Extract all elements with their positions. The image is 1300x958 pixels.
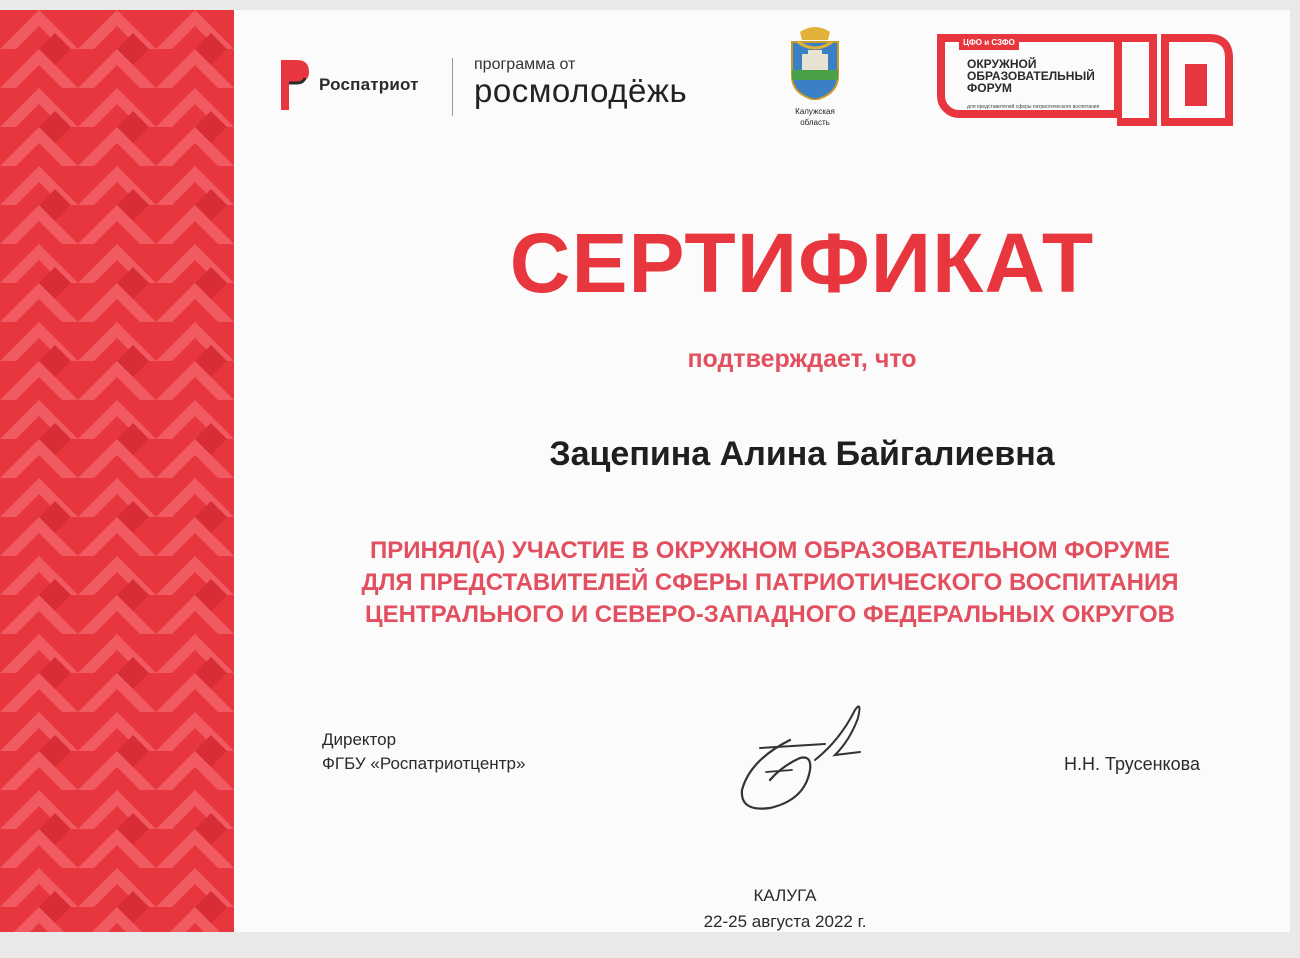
forum-title-line3: ФОРУМ [967,81,1012,95]
logo-divider [452,58,453,116]
region-caption-line2: область [800,118,830,127]
forum-title [967,58,1117,94]
forum-subtitle: для представителей сферы патриотического воспитания [967,104,1100,110]
certificate-footer [600,883,970,935]
coat-of-arms-icon [784,24,846,100]
participation-line: ДЛЯ ПРЕДСТАВИТЕЛЕЙ СФЕРЫ ПАТРИОТИЧЕСКОГО ВОСПИТАНИЯ [361,569,1179,596]
event-dates: 22-25 августа 2022 г. [703,912,867,931]
participation-line: ПРИНЯЛ(А) УЧАСТИЕ В ОКРУЖНОМ ОБРАЗОВАТЕЛЬНОМ ФОРУМЕ [369,537,1171,564]
certificate-title: СЕРТИФИКАТ [509,216,1095,310]
city: КАЛУГА [753,886,817,905]
forum-title-line2: ОБРАЗОВАТЕЛЬНЫЙ [967,69,1095,83]
confirms-text: подтверждает, что [687,345,917,373]
rosmolodezh-logo [474,56,687,110]
certificate-sheet [0,10,1290,932]
decorative-red-band [0,10,234,932]
program-owner: росмолодёжь [474,72,688,109]
signer-position [322,728,525,776]
handwritten-signature [730,700,880,820]
forum-title-line1: ОКРУЖНОЙ [967,57,1037,71]
participation-text [300,535,1240,631]
signer-name: Н.Н. Трусенкова [1063,754,1200,774]
program-prefix: программа от [474,56,576,73]
position-line1: Директор [322,730,397,749]
participation-line: ЦЕНТРАЛЬНОГО И СЕВЕРО-ЗАПАДНОГО ФЕДЕРАЛЬНЫХ ОКРУГОВ [365,601,1175,628]
forum-od-shape [1113,34,1233,126]
recipient-name: Зацепина Алина Байгалиевна [549,435,1055,473]
kaluga-crest [780,24,850,127]
forum-logo [937,34,1233,126]
position-line2: ФГБУ «Роспатриотцентр» [322,754,526,773]
chevron-pattern [0,10,234,932]
forum-tag: ЦФО и СЗФО [959,36,1019,50]
rospatriot-mark-icon [275,56,317,114]
rospatriot-logo [275,55,419,115]
region-caption-line1: Калужская [795,107,835,116]
rospatriot-name: Роспатриот [319,75,419,94]
